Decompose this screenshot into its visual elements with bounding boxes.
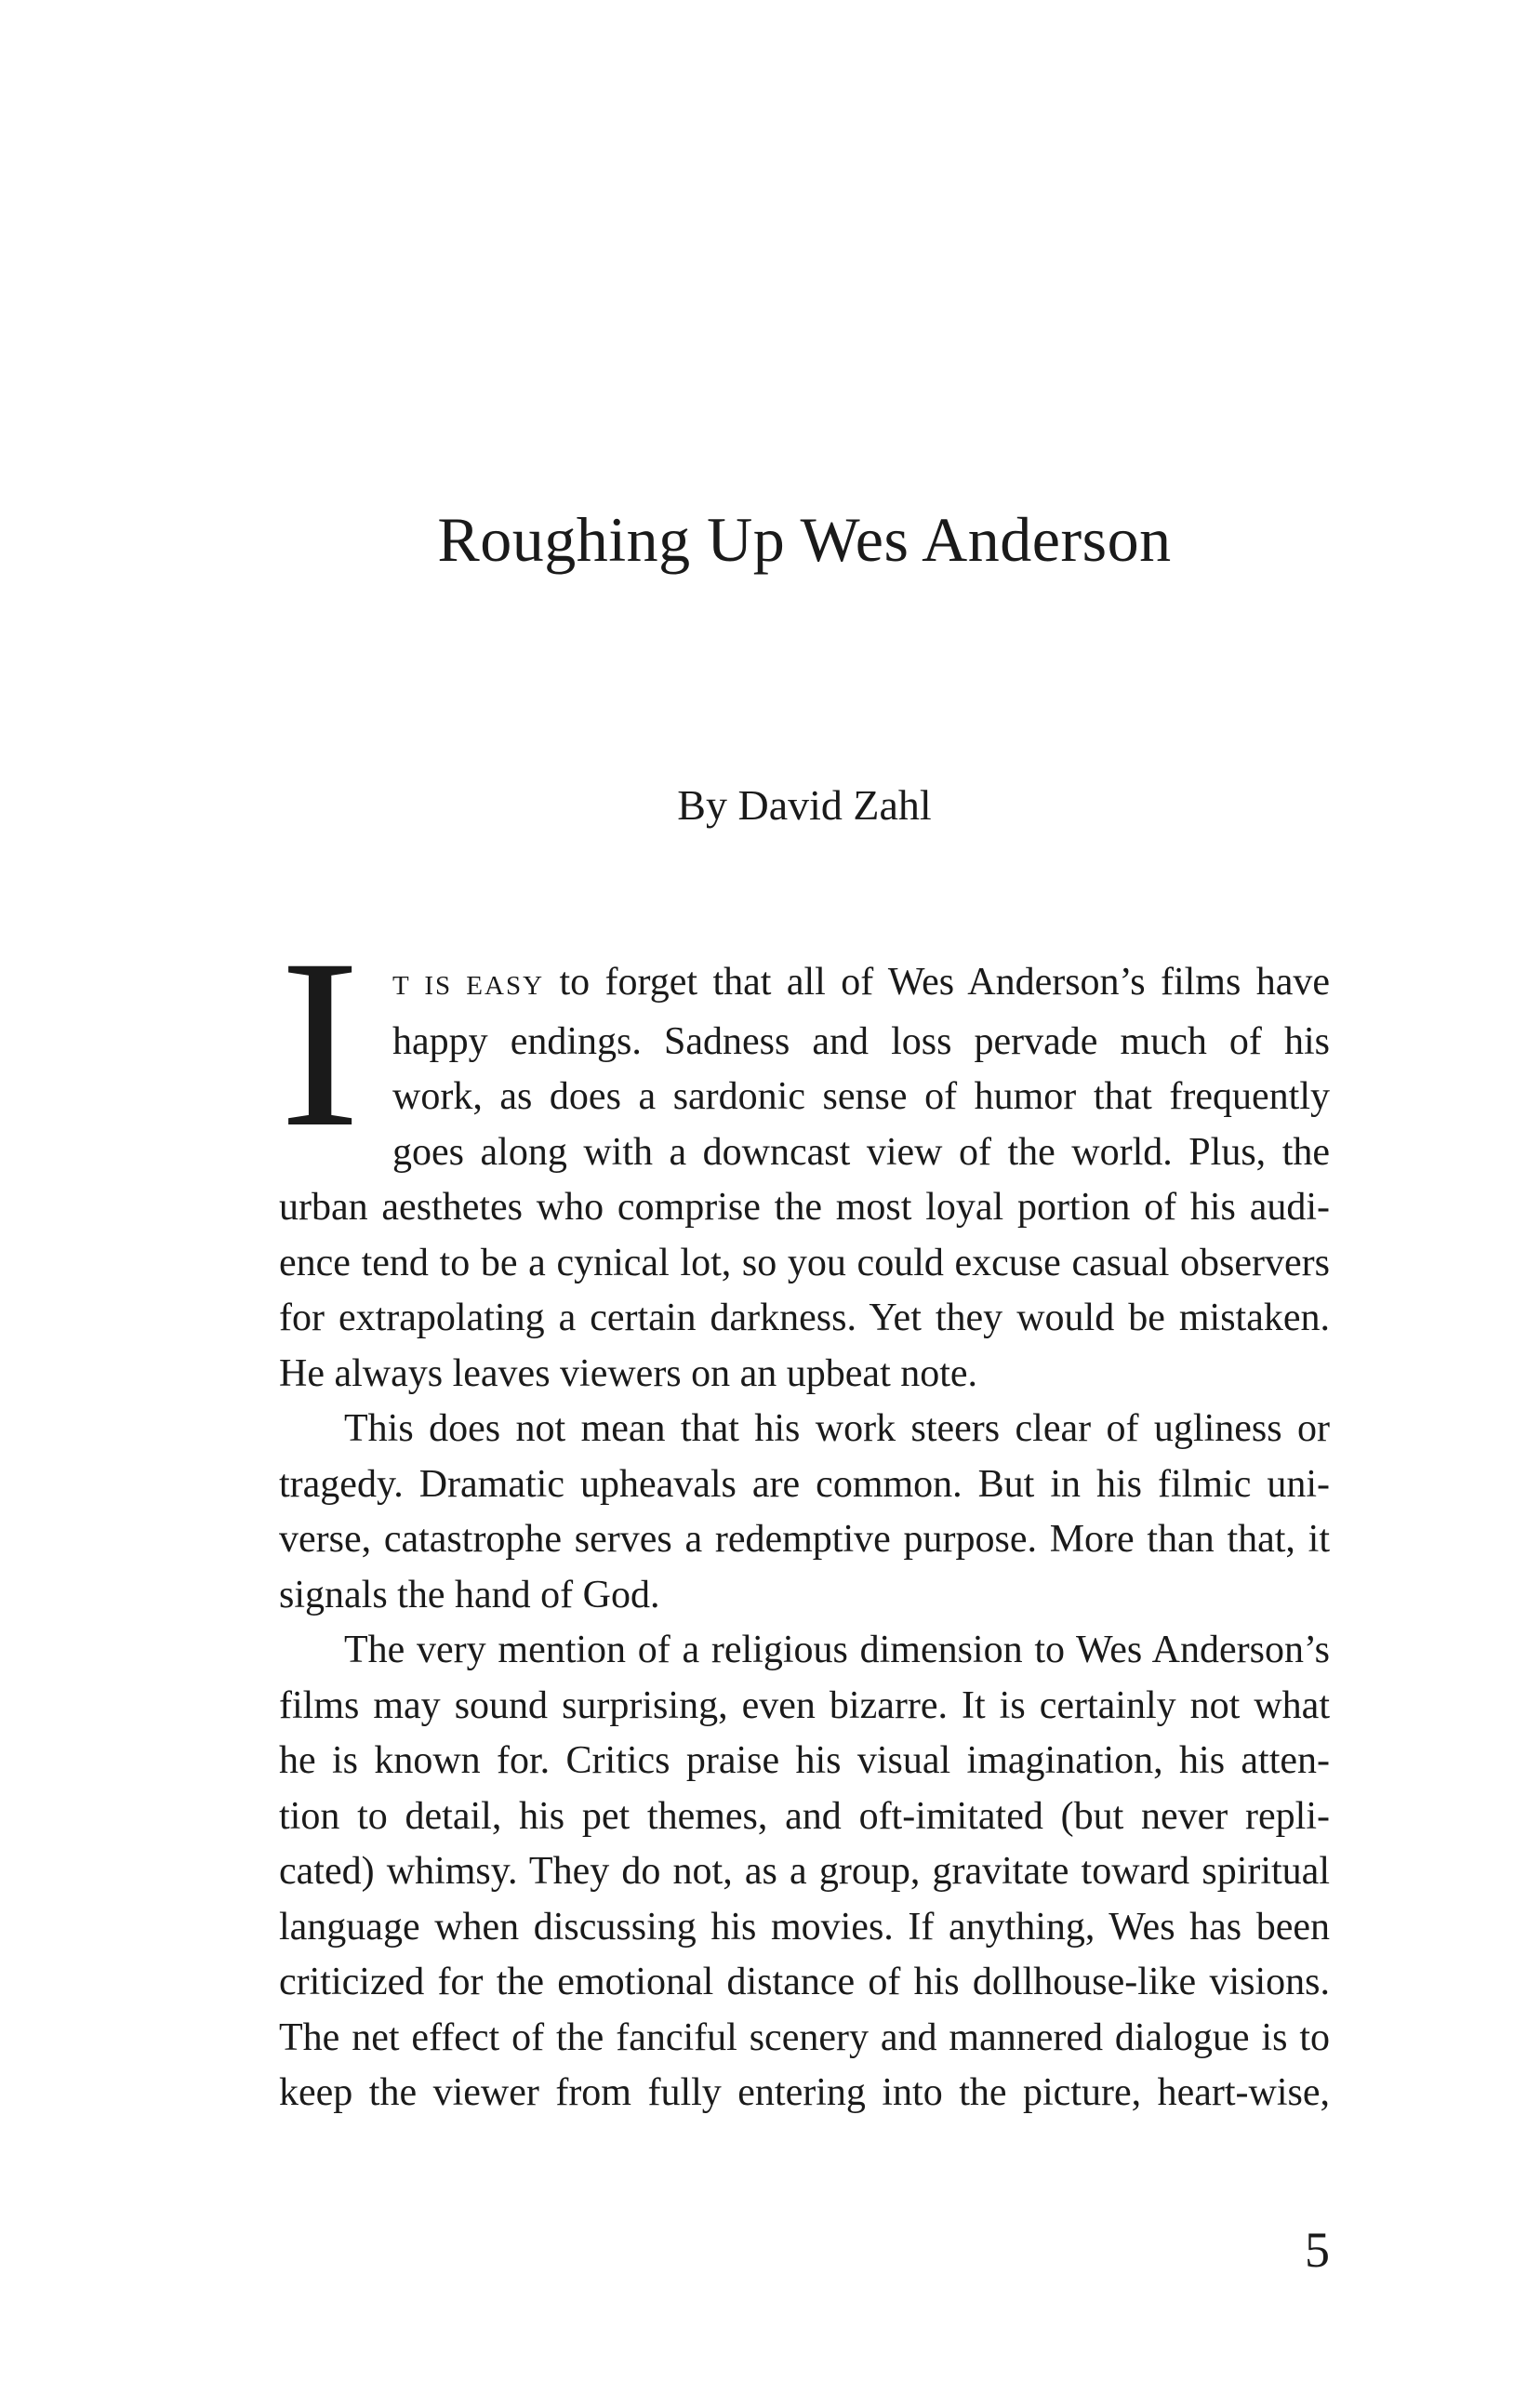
text-line: keep the viewer from fully entering into the picture, heart-wise,: [279, 2071, 1330, 2114]
text-line: films may sound surprising, even bizarre. It is certainly not what: [279, 1683, 1330, 1727]
paragraph: [279, 1623, 1330, 2122]
text-line: urban aesthetes who comprise the most loyal portion of his audi-: [279, 1186, 1330, 1229]
dropcap-letter: I: [279, 910, 361, 1177]
paragraph: [279, 1402, 1330, 1623]
chapter-title: Roughing Up Wes Anderson: [437, 504, 1172, 575]
text-line: signals the hand of God.: [279, 1573, 660, 1616]
byline: By David Zahl: [677, 781, 932, 829]
text-line: he is known for. Critics praise his visual imagination, his atten-: [279, 1739, 1330, 1782]
text-line: work, as does a sardonic sense of humor that frequently: [392, 1075, 1330, 1118]
text-line: The very mention of a religious dimension to Wes Anderson’s: [344, 1629, 1330, 1671]
paragraph: [279, 910, 1330, 1402]
text-line: ence tend to be a cynical lot, so you could excuse casual observers: [279, 1241, 1330, 1284]
text-line: This does not mean that his work steers clear of ugliness or: [344, 1407, 1330, 1450]
text-line: T IS EASY to forget that all of Wes Anderson’s films have: [392, 961, 1330, 1004]
text-line: He always leaves viewers on an upbeat note.: [279, 1351, 978, 1395]
opening-small-caps: T IS EASY: [392, 971, 545, 1001]
text-line: for extrapolating a certain darkness. Yet they would be mistaken.: [279, 1297, 1330, 1339]
text-line: criticized for the emotional distance of his dollhouse-like visions.: [279, 1961, 1330, 2003]
text-line: tragedy. Dramatic upheavals are common. But in his filmic uni-: [279, 1462, 1330, 1506]
text-line: happy endings. Sadness and loss pervade much of his: [392, 1019, 1330, 1063]
text-line: The net effect of the fanciful scenery and mannered dialogue is to: [279, 2015, 1330, 2059]
text-line: language when discussing his movies. If anything, Wes has been: [279, 1905, 1330, 1949]
text-line: cated) whimsy. They do not, as a group, gravitate toward spiritual: [279, 1850, 1330, 1893]
text-line: tion to detail, his pet themes, and oft-imitated (but never repli-: [279, 1794, 1330, 1838]
article-body: [279, 910, 1330, 2122]
text-line: verse, catastrophe serves a redemptive purpose. More than that, it: [279, 1518, 1330, 1561]
page-number: 5: [1305, 2222, 1330, 2278]
text-line: goes along with a downcast view of the world. Plus, the: [392, 1130, 1330, 1174]
